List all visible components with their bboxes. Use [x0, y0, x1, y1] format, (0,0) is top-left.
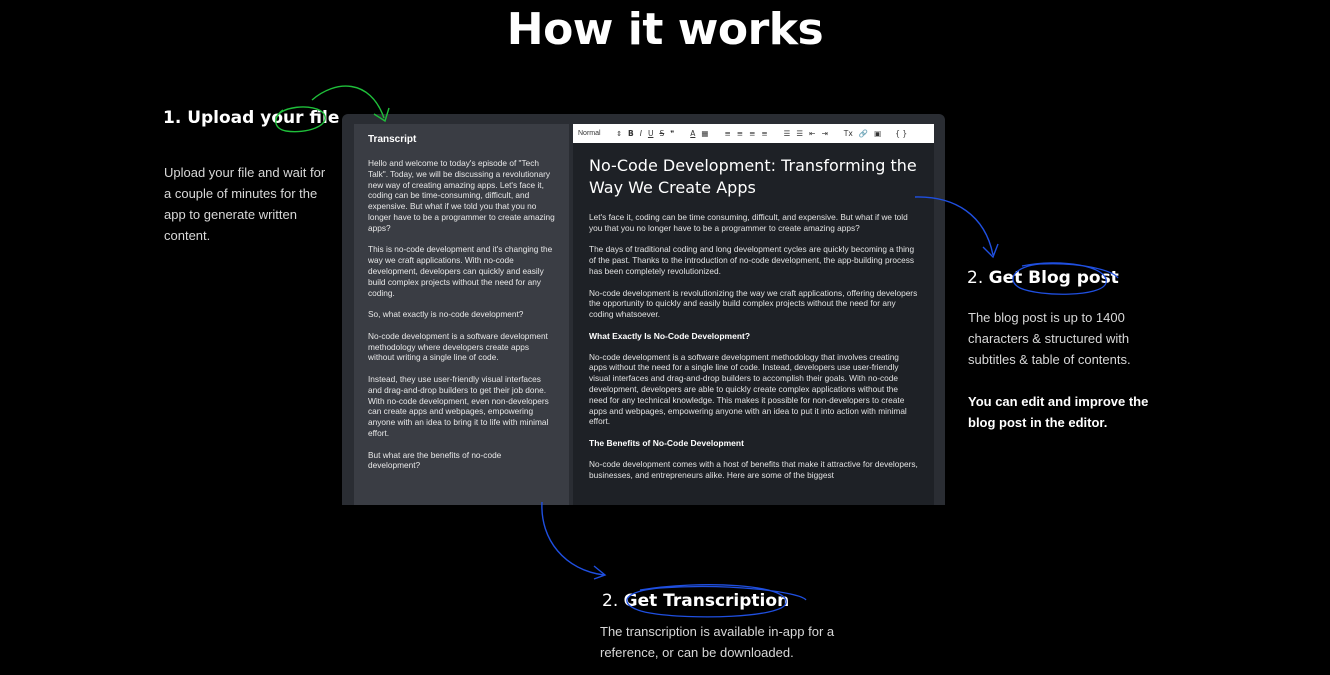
document-title: No-Code Development: Transforming the Way We Create Apps: [589, 156, 917, 197]
editor-document[interactable]: [573, 143, 934, 480]
document-subheading: What Exactly Is No-Code Development?: [589, 330, 751, 341]
transcript-paragraph: Instead, they use user-friendly visual interfaces and drag-and-drop builders to get their job done. With no-code development, even non-developers can create apps and webpages, empowering anyone with an idea to bring it to life with minimal effort.: [368, 373, 549, 438]
italic-icon[interactable]: I: [639, 129, 642, 138]
editor-toolbar: [573, 124, 934, 143]
outdent-icon[interactable]: ⇤: [809, 129, 816, 138]
select-arrows-icon: ⇕: [616, 130, 622, 138]
format-select[interactable]: [578, 130, 622, 138]
image-icon[interactable]: ▣: [874, 129, 882, 138]
strikethrough-icon[interactable]: S: [659, 129, 665, 138]
document-paragraph: No-code development is revolutionizing the way we craft applications, offering developers the opportunity to quickly and easily build complex projects without the need for any coding whatsoever.: [589, 287, 918, 320]
document-subheading: The Benefits of No-Code Development: [589, 437, 744, 448]
background-color-icon[interactable]: ▦: [701, 129, 709, 138]
align-justify-icon[interactable]: ≡: [761, 129, 768, 138]
step-blog-title: Get Blog post: [988, 268, 1119, 288]
step-blog-heading: [967, 268, 1119, 288]
indent-icon[interactable]: ⇥: [821, 129, 828, 138]
step-upload-description: Upload your file and wait for a couple of minutes for the app to generate written content.: [164, 165, 326, 243]
bold-icon[interactable]: B: [628, 129, 634, 138]
underline-icon[interactable]: U: [647, 129, 654, 138]
align-right-icon[interactable]: ≡: [749, 129, 756, 138]
transcript-paragraph: So, what exactly is no-code development?: [368, 309, 524, 320]
arrowhead-blog: [983, 244, 998, 257]
step-blog-description: The blog post is up to 1400 characters & structured with subtitles & table of contents.: [968, 310, 1131, 367]
transcript-paragraph: Hello and welcome to today's episode of "Tech Talk". Today, we will be discussing a revolutionary new way of creating amazing apps. Let's face it, coding can be time-consuming, difficult, and expensive. But what if we told you that you no longer have to be a programmer to create amazing apps?: [368, 158, 555, 233]
step-transcription-description: The transcription is available in-app for a reference, or can be downloaded.: [600, 624, 835, 660]
document-paragraph: The days of traditional coding and long development cycles are quickly becoming a thing of the past. Thanks to the introduction of no-code development, the app-building process has been completely revolutionized.: [589, 244, 915, 276]
clear-format-icon[interactable]: Tx: [843, 129, 853, 138]
transcript-paragraph: No-code development is a software development methodology where developers create apps without writing a single line of code.: [368, 330, 548, 363]
page-title: How it works: [506, 4, 824, 55]
blog-editor[interactable]: [573, 124, 934, 505]
document-paragraph: No-code development is a software development methodology that involves creating apps without the need for a single line of code. Instead, developers use user-friendly visual interfaces and drag-and-drop builders to accomplish their goals. With no-code development, developers are able to quickly create complex applications without the need for any technical knowledge. This makes it possible for non-developers to create apps and webpages, empowering anyone with an idea to put it into action with minimal effort.: [589, 351, 907, 427]
transcript-paragraph: But what are the benefits of no-code development?: [368, 449, 502, 471]
arrow-transcript-to-transcription: [542, 502, 604, 575]
transcript-paragraph: This is no-code development and it's changing the way we craft applications. With no-code development, developers can quickly and easily build complex projects without the need for any coding.: [368, 244, 553, 298]
step-transcription-heading: [602, 591, 789, 611]
format-select-value: Normal: [578, 129, 601, 137]
align-left-icon[interactable]: ≡: [724, 129, 731, 138]
ordered-list-icon[interactable]: ☰: [783, 129, 791, 138]
link-icon[interactable]: 🔗: [858, 129, 869, 138]
align-center-icon[interactable]: ≡: [736, 129, 744, 138]
step-transcription-title: Get Transcription: [623, 591, 790, 611]
step-blog-number: 2.: [967, 268, 984, 288]
app-screenshot: [342, 114, 945, 505]
document-paragraph: No-code development comes with a host of benefits that make it attractive for developers, businesses, and entrepreneurs alike. Here are some of the biggest: [589, 458, 918, 480]
bullet-list-icon[interactable]: ☰: [796, 129, 804, 138]
step-transcription-number: 2.: [602, 591, 619, 611]
transcript-panel: [354, 124, 569, 505]
arrowhead-transcription: [594, 566, 605, 579]
quote-icon[interactable]: ❞: [670, 129, 675, 138]
code-block-icon[interactable]: { }: [895, 129, 908, 138]
step-upload-heading: 1. Upload your file: [163, 108, 340, 128]
document-paragraph: Let's face it, coding can be time consuming, difficult, and expensive. But what if we told you that you no longer have to be a programmer to create amazing apps?: [589, 212, 908, 233]
font-color-icon[interactable]: A: [690, 129, 696, 138]
transcript-title: Transcript: [368, 134, 417, 145]
step-blog-note: You can edit and improve the blog post in the editor.: [968, 394, 1149, 430]
